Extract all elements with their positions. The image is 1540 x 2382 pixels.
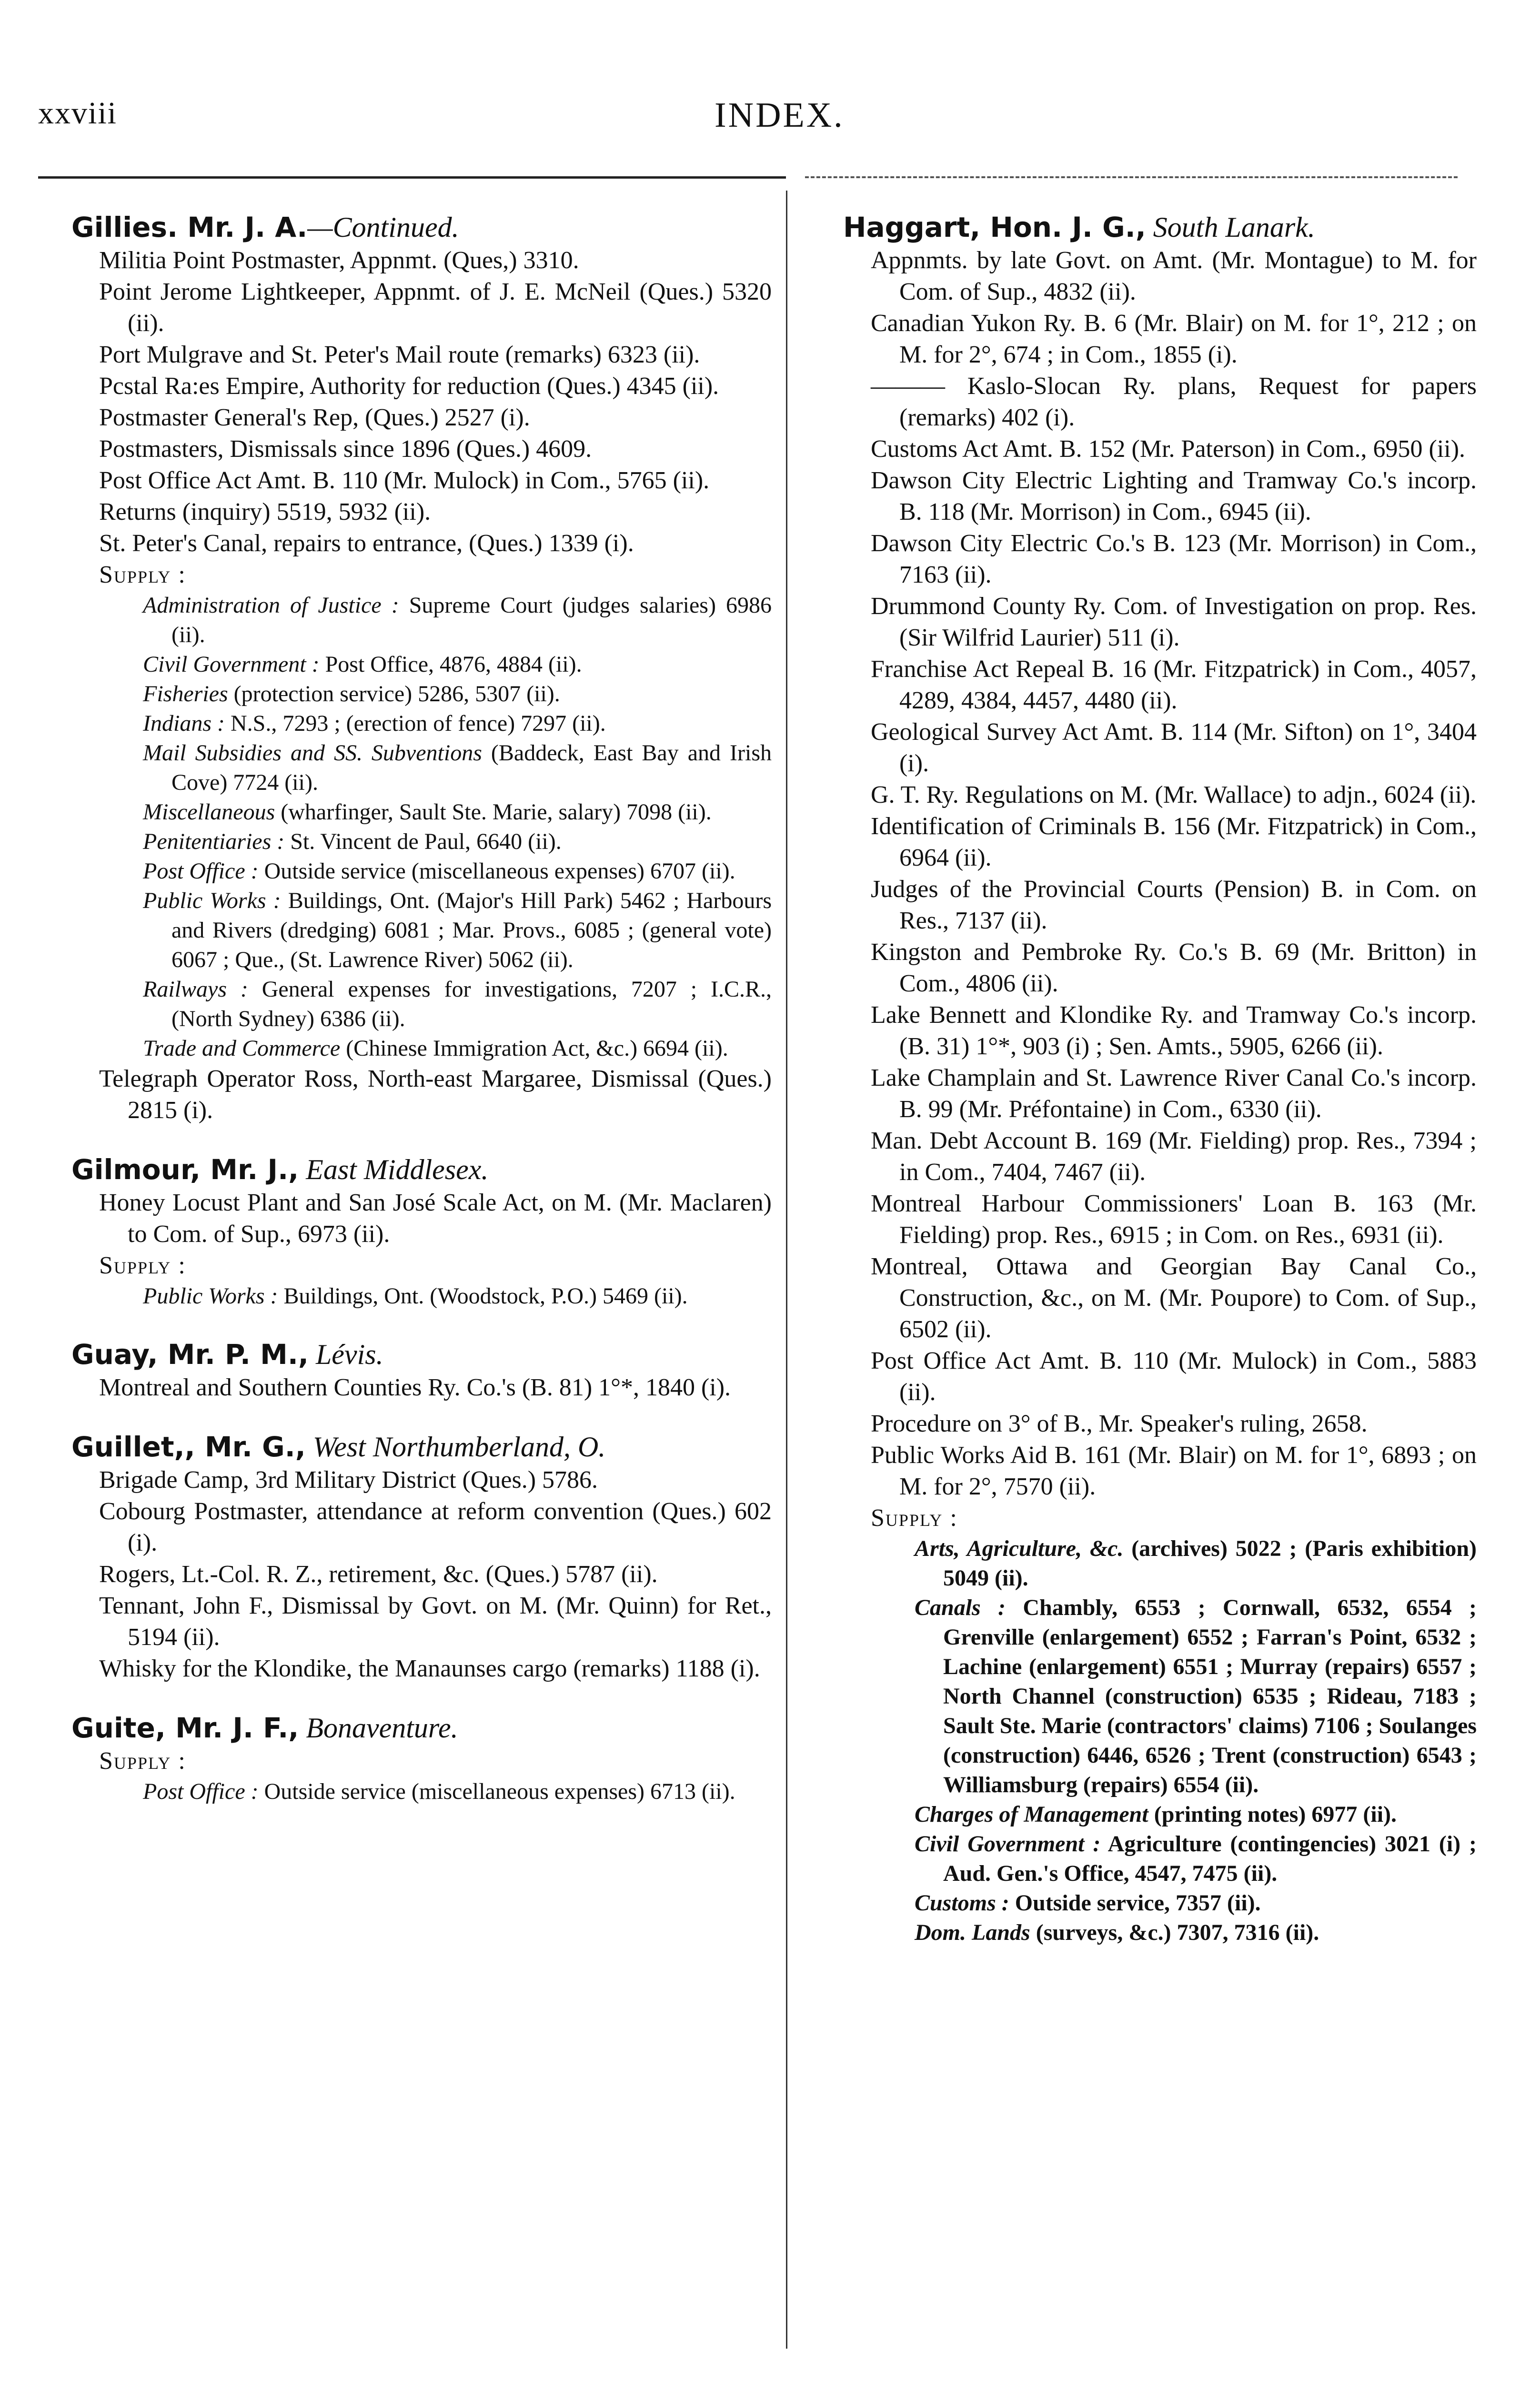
subentry-label: Customs :	[915, 1890, 1009, 1916]
subentry-text: Chambly, 6553 ; Cornwall, 6532, 6554 ; Grenville (enlargement) 6552 ; Farran's Point, 6532 ; Lachine (enlargement) 6551 ; Murray (repairs) 6557 ; North Channel (construction) 6535 ; Rideau, 7183 ; Sault Ste. Marie (contractors' claims) 7106 ; Soulanges (construction) 6446, 6526 ; Trent (construction) 6543 ; Williamsburg (repairs) 6554 (ii).	[943, 1595, 1477, 1797]
supply-subentry	[843, 1593, 1477, 1800]
index-entry: Canadian Yukon Ry. B. 6 (Mr. Blair) on M. for 1°, 212 ; on M. for 2°, 674 ; in Com., 1855 (i).	[871, 310, 1477, 368]
index-entry: Montreal, Ottawa and Georgian Bay Canal Co., Construction, &c., on M. (Mr. Poupore) to Com. of Sup., 6502 (ii).	[871, 1253, 1477, 1343]
index-entry: Militia Point Postmaster, Appnmt. (Ques,) 3310.	[99, 247, 579, 274]
index-entry: Point Jerome Lightkeeper, Appnmt. of J. E. McNeil (Ques.) 5320 (ii).	[99, 278, 772, 337]
index-entry: Telegraph Operator Ross, North-east Margaree, Dismissal (Ques.) 2815 (i).	[99, 1065, 772, 1124]
index-entry: Post Office Act Amt. B. 110 (Mr. Mulock) in Com., 5765 (ii).	[99, 467, 710, 494]
subentry-label: Arts, Agriculture, &c.	[915, 1536, 1124, 1561]
heading-name: Gilmour, Mr. J.,	[71, 1153, 299, 1186]
index-entry: Dawson City Electric Lighting and Tramway Co.'s incorp. B. 118 (Mr. Morrison) in Com., 6945 (ii).	[871, 467, 1477, 525]
supply-subentry	[71, 827, 772, 857]
index-entry: Returns (inquiry) 5519, 5932 (ii).	[99, 498, 431, 525]
subentry-label: Post Office :	[143, 858, 259, 884]
subentry-text: Post Office, 4876, 4884 (ii).	[319, 652, 582, 677]
subentry-text: Buildings, Ont. (Major's Hill Park) 5462 ; Harbours and Rivers (dredging) 6081 ; Mar. Provs., 6085 ; (general vote) 6067 ; Que., (St. Lawrence River) 5062 (ii).	[171, 888, 772, 972]
index-heading	[843, 210, 1477, 245]
supply-subentry	[843, 1918, 1477, 1948]
right-column	[843, 210, 1477, 1948]
subentry-text: St. Vincent de Paul, 6640 (ii).	[284, 829, 562, 854]
subentry-label: Charges of Management	[915, 1802, 1148, 1827]
subentry-text: Buildings, Ont. (Woodstock, P.O.) 5469 (ii).	[278, 1283, 688, 1309]
index-entry: Postmaster General's Rep, (Ques.) 2527 (i).	[99, 404, 530, 431]
header-rule-right	[805, 176, 1458, 178]
subentry-text: Outside service (miscellaneous expenses) 6713 (ii).	[258, 1779, 735, 1804]
index-entry: Montreal Harbour Commissioners' Loan B. 163 (Mr. Fielding) prop. Res., 6915 ; in Com. on Res., 6931 (ii).	[871, 1190, 1477, 1249]
supply-subentry	[843, 1800, 1477, 1829]
supply-subentry	[843, 1829, 1477, 1888]
supply-subentry	[71, 886, 772, 975]
section-gap	[71, 1685, 772, 1710]
subentry-label: Mail Subsidies and SS. Subventions	[143, 740, 482, 766]
heading-qualifier: West Northumberland, O.	[305, 1431, 606, 1463]
index-entry: Drummond County Ry. Com. of Investigation on prop. Res. (Sir Wilfrid Laurier) 511 (i).	[871, 593, 1477, 651]
column-divider	[786, 191, 787, 2349]
index-entry: Lake Bennett and Klondike Ry. and Tramway Co.'s incorp. (B. 31) 1°*, 903 (i) ; Sen. Amts., 5905, 6266 (ii).	[871, 1001, 1477, 1060]
page-number: xxviii	[38, 96, 118, 131]
subentry-text: (protection service) 5286, 5307 (ii).	[228, 681, 560, 707]
subentry-text: General expenses for investigations, 7207 ; I.C.R., (North Sydney) 6386 (ii).	[171, 977, 772, 1031]
index-entry: Tennant, John F., Dismissal by Govt. on M. (Mr. Quinn) for Ret., 5194 (ii).	[99, 1592, 772, 1651]
supply-subentry	[71, 975, 772, 1034]
heading-qualifier: Lévis.	[308, 1339, 383, 1370]
heading-qualifier: South Lanark.	[1146, 212, 1315, 243]
supply-subentry	[71, 857, 772, 886]
section-gap	[71, 1403, 772, 1429]
subentry-text: Outside service, 7357 (ii).	[1009, 1890, 1261, 1916]
index-entry: Rogers, Lt.-Col. R. Z., retirement, &c. (Ques.) 5787 (ii).	[99, 1561, 658, 1588]
supply-label: Supply :	[871, 1504, 958, 1532]
index-entry: ——— Kaslo-Slocan Ry. plans, Request for papers (remarks) 402 (i).	[871, 373, 1477, 431]
subentry-label: Railways :	[143, 977, 248, 1002]
subentry-label: Fisheries	[143, 681, 228, 707]
supply-subentry	[71, 1777, 772, 1807]
subentry-label: Penitentiaries :	[143, 829, 285, 854]
index-entry: Montreal and Southern Counties Ry. Co.'s (B. 81) 1°*, 1840 (i).	[99, 1374, 731, 1401]
subentry-text: (Baddeck, East Bay and Irish Cove) 7724 (ii).	[171, 740, 772, 795]
index-entry: Judges of the Provincial Courts (Pension) B. in Com. on Res., 7137 (ii).	[871, 876, 1477, 934]
supply-subentry	[71, 1282, 772, 1311]
subentry-text: Outside service (miscellaneous expenses) 6707 (ii).	[258, 858, 735, 884]
heading-name: Gillies. Mr. J. A.	[71, 211, 308, 243]
header-rule-left	[38, 176, 786, 179]
index-entry: Brigade Camp, 3rd Military District (Ques.) 5786.	[99, 1466, 598, 1494]
index-heading	[71, 1710, 772, 1746]
index-entry: Geological Survey Act Amt. B. 114 (Mr. Sifton) on 1°, 3404 (i).	[871, 718, 1477, 777]
index-entry: Post Office Act Amt. B. 110 (Mr. Mulock) in Com., 5883 (ii).	[871, 1347, 1477, 1406]
running-title: INDEX.	[715, 96, 845, 135]
heading-qualifier: —Continued.	[307, 212, 459, 243]
subentry-label: Post Office :	[143, 1779, 259, 1804]
index-entry: Kingston and Pembroke Ry. Co.'s B. 69 (Mr. Britton) in Com., 4806 (ii).	[871, 939, 1477, 997]
subentry-text: Supreme Court (judges salaries) 6986 (ii).	[171, 593, 772, 647]
index-entry: Lake Champlain and St. Lawrence River Canal Co.'s incorp. B. 99 (Mr. Préfontaine) in Com., 6330 (ii).	[871, 1064, 1477, 1123]
supply-label: Supply :	[99, 561, 186, 588]
subentry-label: Civil Government :	[143, 652, 320, 677]
supply-subentry	[71, 709, 772, 738]
index-entry: Dawson City Electric Co.'s B. 123 (Mr. Morrison) in Com., 7163 (ii).	[871, 530, 1477, 588]
supply-subentry	[71, 650, 772, 679]
supply-subentry	[71, 591, 772, 650]
supply-subentry	[71, 679, 772, 709]
subentry-text: Agriculture (contingencies) 3021 (i) ; Aud. Gen.'s Office, 4547, 7475 (ii).	[943, 1831, 1477, 1886]
subentry-label: Trade and Commerce	[143, 1036, 341, 1061]
index-entry: Whisky for the Klondike, the Manaunses cargo (remarks) 1188 (i).	[99, 1655, 760, 1682]
heading-name: Haggart, Hon. J. G.,	[843, 211, 1146, 243]
index-entry: Man. Debt Account B. 169 (Mr. Fielding) prop. Res., 7394 ; in Com., 7404, 7467 (ii).	[871, 1127, 1477, 1186]
subentry-label: Indians :	[143, 711, 225, 736]
subentry-text: (Chinese Immigration Act, &c.) 6694 (ii).	[340, 1036, 728, 1061]
supply-subentry	[71, 738, 772, 797]
index-heading	[71, 210, 772, 245]
heading-name: Guite, Mr. J. F.,	[71, 1712, 299, 1744]
subentry-label: Civil Government :	[915, 1831, 1101, 1857]
supply-subentry	[71, 797, 772, 827]
index-entry: St. Peter's Canal, repairs to entrance, (Ques.) 1339 (i).	[99, 530, 634, 557]
index-entry: Pcstal Ra:es Empire, Authority for reduction (Ques.) 4345 (ii).	[99, 373, 719, 400]
subentry-text: (wharfinger, Sault Ste. Marie, salary) 7098 (ii).	[275, 799, 712, 825]
subentry-label: Public Works :	[143, 1283, 278, 1309]
index-heading	[71, 1152, 772, 1187]
index-heading	[71, 1337, 772, 1372]
heading-qualifier: Bonaventure.	[299, 1712, 458, 1744]
subentry-label: Public Works :	[143, 888, 281, 913]
section-gap	[71, 1311, 772, 1337]
subentry-text: N.S., 7293 ; (erection of fence) 7297 (ii).	[224, 711, 606, 736]
heading-name: Guillet,, Mr. G.,	[71, 1431, 306, 1463]
subentry-label: Canals :	[915, 1595, 1006, 1620]
index-entry: Public Works Aid B. 161 (Mr. Blair) on M. for 1°, 6893 ; on M. for 2°, 7570 (ii).	[871, 1442, 1477, 1500]
index-entry: Port Mulgrave and St. Peter's Mail route (remarks) 6323 (ii).	[99, 341, 700, 368]
index-entry: Customs Act Amt. B. 152 (Mr. Paterson) in Com., 6950 (ii).	[871, 435, 1466, 463]
supply-subentry	[71, 1034, 772, 1063]
heading-name: Guay, Mr. P. M.,	[71, 1338, 309, 1371]
index-entry: Honey Locust Plant and San José Scale Act, on M. (Mr. Maclaren) to Com. of Sup., 6973 (ii).	[99, 1189, 772, 1248]
subentry-label: Administration of Justice :	[143, 593, 399, 618]
index-entry: Procedure on 3° of B., Mr. Speaker's ruling, 2658.	[871, 1410, 1368, 1437]
index-entry: Appnmts. by late Govt. on Amt. (Mr. Montague) to M. for Com. of Sup., 4832 (ii).	[871, 247, 1477, 305]
index-entry: G. T. Ry. Regulations on M. (Mr. Wallace) to adjn., 6024 (ii).	[871, 781, 1477, 808]
subentry-text: (archives) 5022 ; (Paris exhibition) 5049 (ii).	[943, 1536, 1477, 1591]
section-gap	[71, 1126, 772, 1152]
supply-subentry	[843, 1534, 1477, 1593]
subentry-text: (printing notes) 6977 (ii).	[1148, 1802, 1397, 1827]
index-entry: Franchise Act Repeal B. 16 (Mr. Fitzpatrick) in Com., 4057, 4289, 4384, 4457, 4480 (ii).	[871, 656, 1477, 714]
supply-label: Supply :	[99, 1747, 186, 1775]
left-column	[71, 210, 772, 1807]
index-entry: Postmasters, Dismissals since 1896 (Ques.) 4609.	[99, 435, 592, 463]
index-heading	[71, 1429, 772, 1464]
supply-subentry	[843, 1888, 1477, 1918]
subentry-label: Miscellaneous	[143, 799, 275, 825]
subentry-text: (surveys, &c.) 7307, 7316 (ii).	[1030, 1920, 1319, 1945]
subentry-label: Dom. Lands	[915, 1920, 1030, 1945]
index-entry: Identification of Criminals B. 156 (Mr. Fitzpatrick) in Com., 6964 (ii).	[871, 813, 1477, 871]
supply-label: Supply :	[99, 1252, 186, 1279]
index-entry: Cobourg Postmaster, attendance at reform convention (Ques.) 602 (i).	[99, 1498, 772, 1556]
heading-qualifier: East Middlesex.	[299, 1154, 489, 1185]
page-header	[38, 95, 1502, 148]
